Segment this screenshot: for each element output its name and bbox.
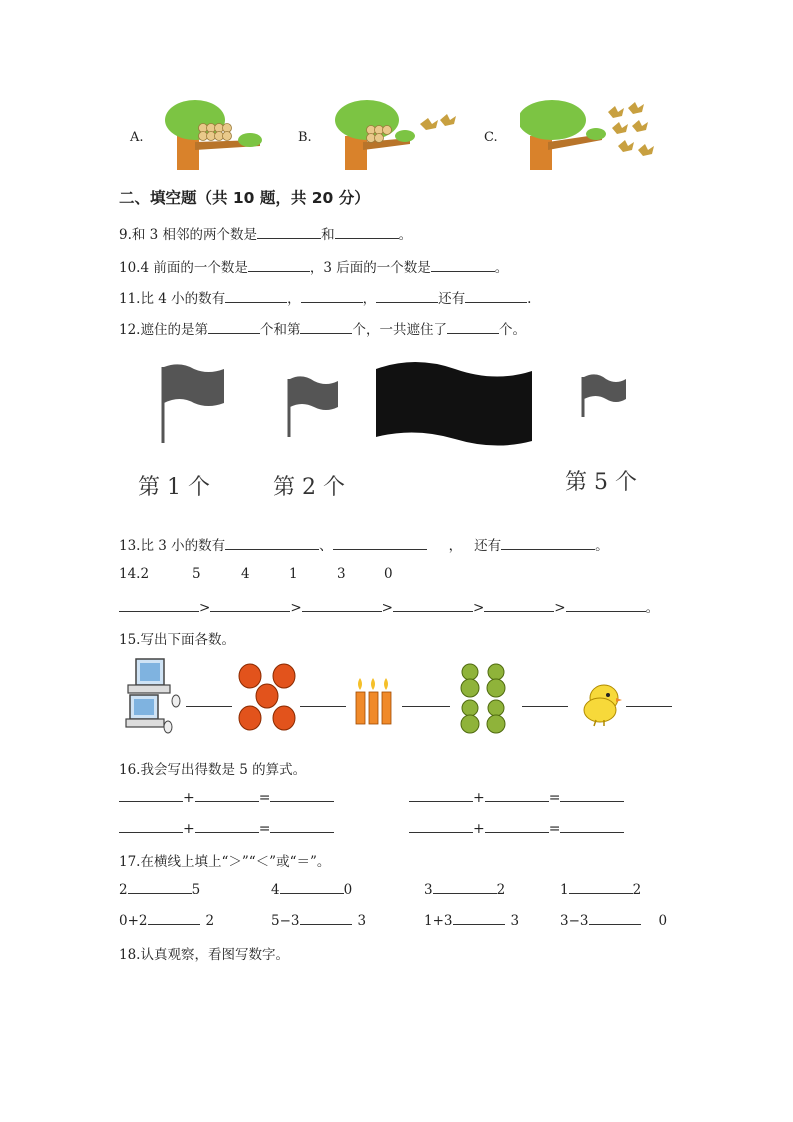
flag-5 (584, 374, 626, 402)
q9-end: 。 (398, 227, 413, 243)
q15-blank-5[interactable] (626, 694, 672, 707)
tree-birds-image-c (520, 98, 655, 170)
q12-end: 个。 (498, 322, 526, 338)
q16-eq2-blank-3[interactable] (560, 789, 624, 802)
q17-blank[interactable] (148, 912, 200, 925)
q11-blank-1[interactable] (225, 290, 287, 303)
q17-item-3 (424, 881, 505, 898)
q17-item-6 (271, 912, 366, 929)
q16-eq3-blank-2[interactable] (195, 820, 259, 833)
q17-item-1 (119, 881, 200, 898)
q14-end: 。 (645, 600, 660, 616)
section-title: 二、填空题（共 10 题，共 20 分） (119, 189, 370, 207)
computers-image (122, 655, 184, 737)
q12-blank-2[interactable] (300, 321, 352, 334)
q17-right: 5 (191, 882, 201, 898)
q16-eq2-blank-1[interactable] (409, 789, 473, 802)
q11-blank-2[interactable] (301, 290, 363, 303)
q17-blank[interactable] (128, 881, 192, 894)
q13-sep-1: 、 (319, 538, 333, 554)
question-11 (119, 287, 531, 307)
q17-blank[interactable] (280, 881, 344, 894)
q17-blank[interactable] (569, 881, 633, 894)
q17-right: 2 (632, 882, 642, 898)
q12-blank-3[interactable] (447, 321, 499, 334)
flag-label-2: 第 2 个 (273, 475, 345, 500)
q11-mid: 还有 (438, 291, 466, 307)
q14-gt-2: > (290, 600, 302, 616)
candles-image (352, 674, 398, 726)
plus-sign: + (183, 790, 195, 806)
tree-birds-image-a (165, 98, 265, 170)
q16-equation-3 (119, 820, 334, 837)
q17-right: 0 (343, 882, 353, 898)
chick-image (574, 678, 622, 728)
q17-left: 2 (119, 882, 128, 898)
q17-item-7 (424, 912, 519, 929)
q17-blank[interactable] (589, 912, 641, 925)
q17-left: 5−3 (271, 913, 300, 929)
q10-end: 。 (494, 260, 509, 276)
q10-blank-1[interactable] (248, 259, 310, 272)
plus-sign: + (473, 821, 485, 837)
flag-2 (290, 376, 338, 410)
q11-blank-4[interactable] (465, 290, 527, 303)
q17-item-5 (119, 912, 214, 929)
q17-blank[interactable] (453, 912, 505, 925)
plus-sign: + (473, 790, 485, 806)
q16-eq4-blank-3[interactable] (560, 820, 624, 833)
q17-right: 3 (357, 913, 367, 929)
q13-blank-1[interactable] (225, 537, 319, 550)
q17-left: 1+3 (424, 913, 453, 929)
black-cover (376, 362, 532, 446)
tree-birds-image-b (335, 98, 465, 170)
q14-blank-2[interactable] (210, 599, 290, 612)
q16-eq1-blank-2[interactable] (195, 789, 259, 802)
q10-blank-2[interactable] (431, 259, 495, 272)
option-a-label: A. (130, 130, 144, 145)
q16-eq2-blank-2[interactable] (485, 789, 549, 802)
q14-number-4: 3 (337, 566, 346, 582)
bears-image (458, 662, 510, 738)
q14-number-1: 5 (192, 566, 201, 582)
lanterns-image (236, 658, 298, 738)
q17-item-4 (560, 881, 641, 898)
q14-prefix: 14.2 (119, 566, 150, 582)
q13-sep-2: ， (448, 538, 463, 554)
q14-gt-5: > (554, 600, 566, 616)
q9-prefix: 9.和 3 相邻的两个数是 (119, 227, 258, 243)
q15-blank-4[interactable] (522, 694, 568, 707)
question-16: 16.我会写出得数是 5 的算式。 (119, 762, 307, 778)
q17-left: 1 (560, 882, 569, 898)
q17-blank[interactable] (300, 912, 352, 925)
option-c-label: C. (484, 130, 498, 145)
q12-blank-1[interactable] (208, 321, 260, 334)
q15-blank-3[interactable] (402, 694, 450, 707)
q13-mid: 还有 (474, 538, 502, 554)
q14-gt-4: > (472, 600, 485, 616)
q14-gt-3: > (381, 600, 393, 616)
q15-blank-1[interactable] (186, 694, 232, 707)
q14-number-5: 0 (384, 566, 393, 582)
q11-sep-1: ， (287, 291, 301, 307)
q13-end: 。 (595, 538, 609, 554)
q14-blank-3[interactable] (302, 599, 382, 612)
q17-right: 0 (658, 913, 668, 929)
q17-right: 2 (496, 882, 506, 898)
equals-sign: = (258, 821, 271, 837)
q17-blank[interactable] (433, 881, 497, 894)
plus-sign: + (183, 821, 195, 837)
q14-blank-6[interactable] (566, 599, 646, 612)
q12-mid-2: 个，一共遮住了 (352, 322, 447, 338)
q16-eq1-blank-1[interactable] (119, 789, 183, 802)
q14-blank-4[interactable] (393, 599, 473, 612)
question-10 (119, 256, 508, 276)
flag-label-1: 第 1 个 (138, 475, 210, 500)
q16-equation-4 (409, 820, 624, 837)
q16-eq4-blank-1[interactable] (409, 820, 473, 833)
flag-label-5: 第 5 个 (565, 470, 637, 495)
q13-blank-2[interactable] (333, 537, 427, 550)
q16-eq1-blank-3[interactable] (270, 789, 334, 802)
q10-prefix: 10.4 前面的一个数是 (119, 260, 248, 276)
q17-left: 3−3 (560, 913, 589, 929)
flag-1 (164, 364, 224, 406)
q14-blank-1[interactable] (119, 599, 199, 612)
q16-eq4-blank-2[interactable] (485, 820, 549, 833)
q14-number-3: 1 (289, 566, 298, 582)
q9-blank-1[interactable] (257, 226, 321, 239)
q11-prefix: 11.比 4 小的数有 (119, 291, 226, 307)
question-15: 15.写出下面各数。 (119, 632, 235, 648)
q17-item-8 (560, 912, 667, 929)
equals-sign: = (258, 790, 271, 806)
q15-blank-2[interactable] (300, 694, 346, 707)
q11-sep-2: ， (362, 291, 377, 307)
question-18: 18.认真观察，看图写数字。 (119, 947, 289, 963)
q16-equation-1 (119, 789, 334, 806)
q11-end: . (527, 291, 532, 307)
q14-number-2: 4 (241, 566, 250, 582)
question-12 (119, 318, 526, 338)
equals-sign: = (548, 821, 561, 837)
q17-left: 4 (271, 882, 280, 898)
q11-blank-3[interactable] (376, 290, 438, 303)
q14-gt-1: > (199, 600, 211, 616)
q17-right: 2 (205, 913, 215, 929)
q12-mid-1: 个和第 (259, 322, 301, 338)
q17-left: 0+2 (119, 913, 148, 929)
q17-left: 3 (424, 882, 433, 898)
q17-item-2 (271, 881, 352, 898)
q13-blank-3[interactable] (501, 537, 595, 550)
q9-mid: 和 (321, 227, 335, 243)
q17-right: 3 (510, 913, 520, 929)
q14-blank-5[interactable] (484, 599, 554, 612)
q16-eq3-blank-1[interactable] (119, 820, 183, 833)
q10-mid: ，3 后面的一个数是 (309, 260, 431, 276)
q9-blank-2[interactable] (335, 226, 399, 239)
q13-prefix: 13.比 3 小的数有 (119, 538, 226, 554)
option-b-label: B. (298, 130, 312, 145)
q16-eq3-blank-3[interactable] (270, 820, 334, 833)
question-17: 17.在横线上填上“＞”“＜”或“＝”。 (119, 854, 331, 870)
q16-equation-2 (409, 789, 624, 806)
equals-sign: = (548, 790, 561, 806)
q12-prefix: 12.遮住的是第 (119, 322, 208, 338)
question-9 (119, 223, 412, 243)
question-14 (119, 566, 149, 582)
flags-illustration (150, 355, 690, 455)
q14-answer-row (119, 596, 659, 616)
question-13 (119, 534, 609, 554)
